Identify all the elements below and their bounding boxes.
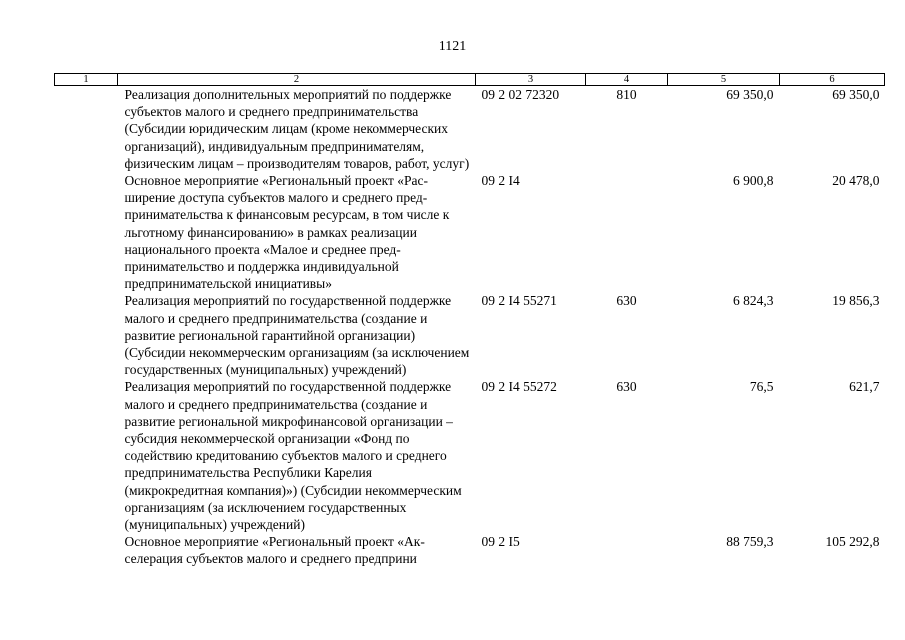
budget-table bbox=[54, 73, 885, 568]
page-number: 1121 bbox=[438, 39, 467, 54]
row-type bbox=[586, 172, 668, 292]
row-code: 09 2 02 72320 bbox=[481, 87, 560, 102]
row-name: Основное мероприятие «Региональный проект «Расширение доступа субъектов малого и среднего предпринимательства к финансовым ресурсам, в том числе к льготному финансированию» в рамках реализации национального проекта «Малое и среднее предпринимательство и поддержка индивидуальной предпринимательской инициативы» bbox=[124, 173, 450, 292]
table-row bbox=[55, 292, 885, 378]
column-header-2: 2 bbox=[118, 74, 476, 86]
row-code: 09 2 I4 55271 bbox=[481, 293, 557, 309]
row-type: 630 bbox=[616, 293, 637, 309]
row-value2: 105 292,8 bbox=[825, 534, 880, 550]
row-code: 09 2 I4 55272 bbox=[481, 379, 557, 395]
table-row bbox=[55, 86, 885, 173]
row-name: Реализация мероприятий по государственной поддержке малого и среднего предпринимательства (создание и развитие региональной гарантийной организации) (Субсидии некоммерческим организациям (за исключением государственных (муниципальных) учреждений) bbox=[124, 293, 470, 378]
row-name: Реализация дополнительных мероприятий по поддержке субъектов малого и среднего предпринимательства (Субсидии юридическим лицам (кроме некоммерческих организаций), индивидуальным предпринимателям, физическим лицам – производителям товаров, работ, услуг) bbox=[124, 87, 470, 171]
table-row bbox=[55, 378, 885, 533]
row-value1: 88 759,3 bbox=[726, 534, 774, 550]
row-value2: 19 856,3 bbox=[832, 293, 880, 309]
row-code: 09 2 I4 bbox=[481, 173, 520, 189]
row-value1: 6 824,3 bbox=[733, 293, 774, 309]
column-header-6: 6 bbox=[780, 74, 885, 86]
row-name: Основное мероприятие «Региональный проект «Акселерация субъектов малого и среднего предприни bbox=[124, 534, 425, 567]
column-header-3: 3 bbox=[476, 74, 586, 86]
row-value2: 20 478,0 bbox=[832, 173, 880, 189]
row-type bbox=[586, 533, 668, 567]
table-row bbox=[55, 172, 885, 292]
row-name: Реализация мероприятий по государственной поддержке малого и среднего предпринимательства (создание и развитие региональной микрофинансовой организации – субсидия некоммерческой организации «Фонд по содействию кредитованию субъектов малого и среднего предпринимательства Республики Карелия (микрокредитная компания)») (Субсидии некоммерческим организациям (за исключением государственных (муниципальных) учреждений) bbox=[124, 379, 462, 533]
column-header-1: 1 bbox=[55, 74, 118, 86]
row-value1: 76,5 bbox=[749, 379, 774, 395]
row-value1: 69 350,0 bbox=[726, 87, 774, 102]
column-header-5: 5 bbox=[668, 74, 780, 86]
row-value2: 69 350,0 bbox=[832, 87, 880, 102]
column-header-4: 4 bbox=[586, 74, 668, 86]
row-value1: 6 900,8 bbox=[733, 173, 774, 189]
row-type: 630 bbox=[616, 379, 637, 395]
table-header-row bbox=[55, 74, 885, 86]
row-type: 810 bbox=[616, 87, 637, 102]
table-row bbox=[55, 533, 885, 567]
row-value2: 621,7 bbox=[849, 379, 880, 395]
row-code: 09 2 I5 bbox=[481, 534, 520, 550]
